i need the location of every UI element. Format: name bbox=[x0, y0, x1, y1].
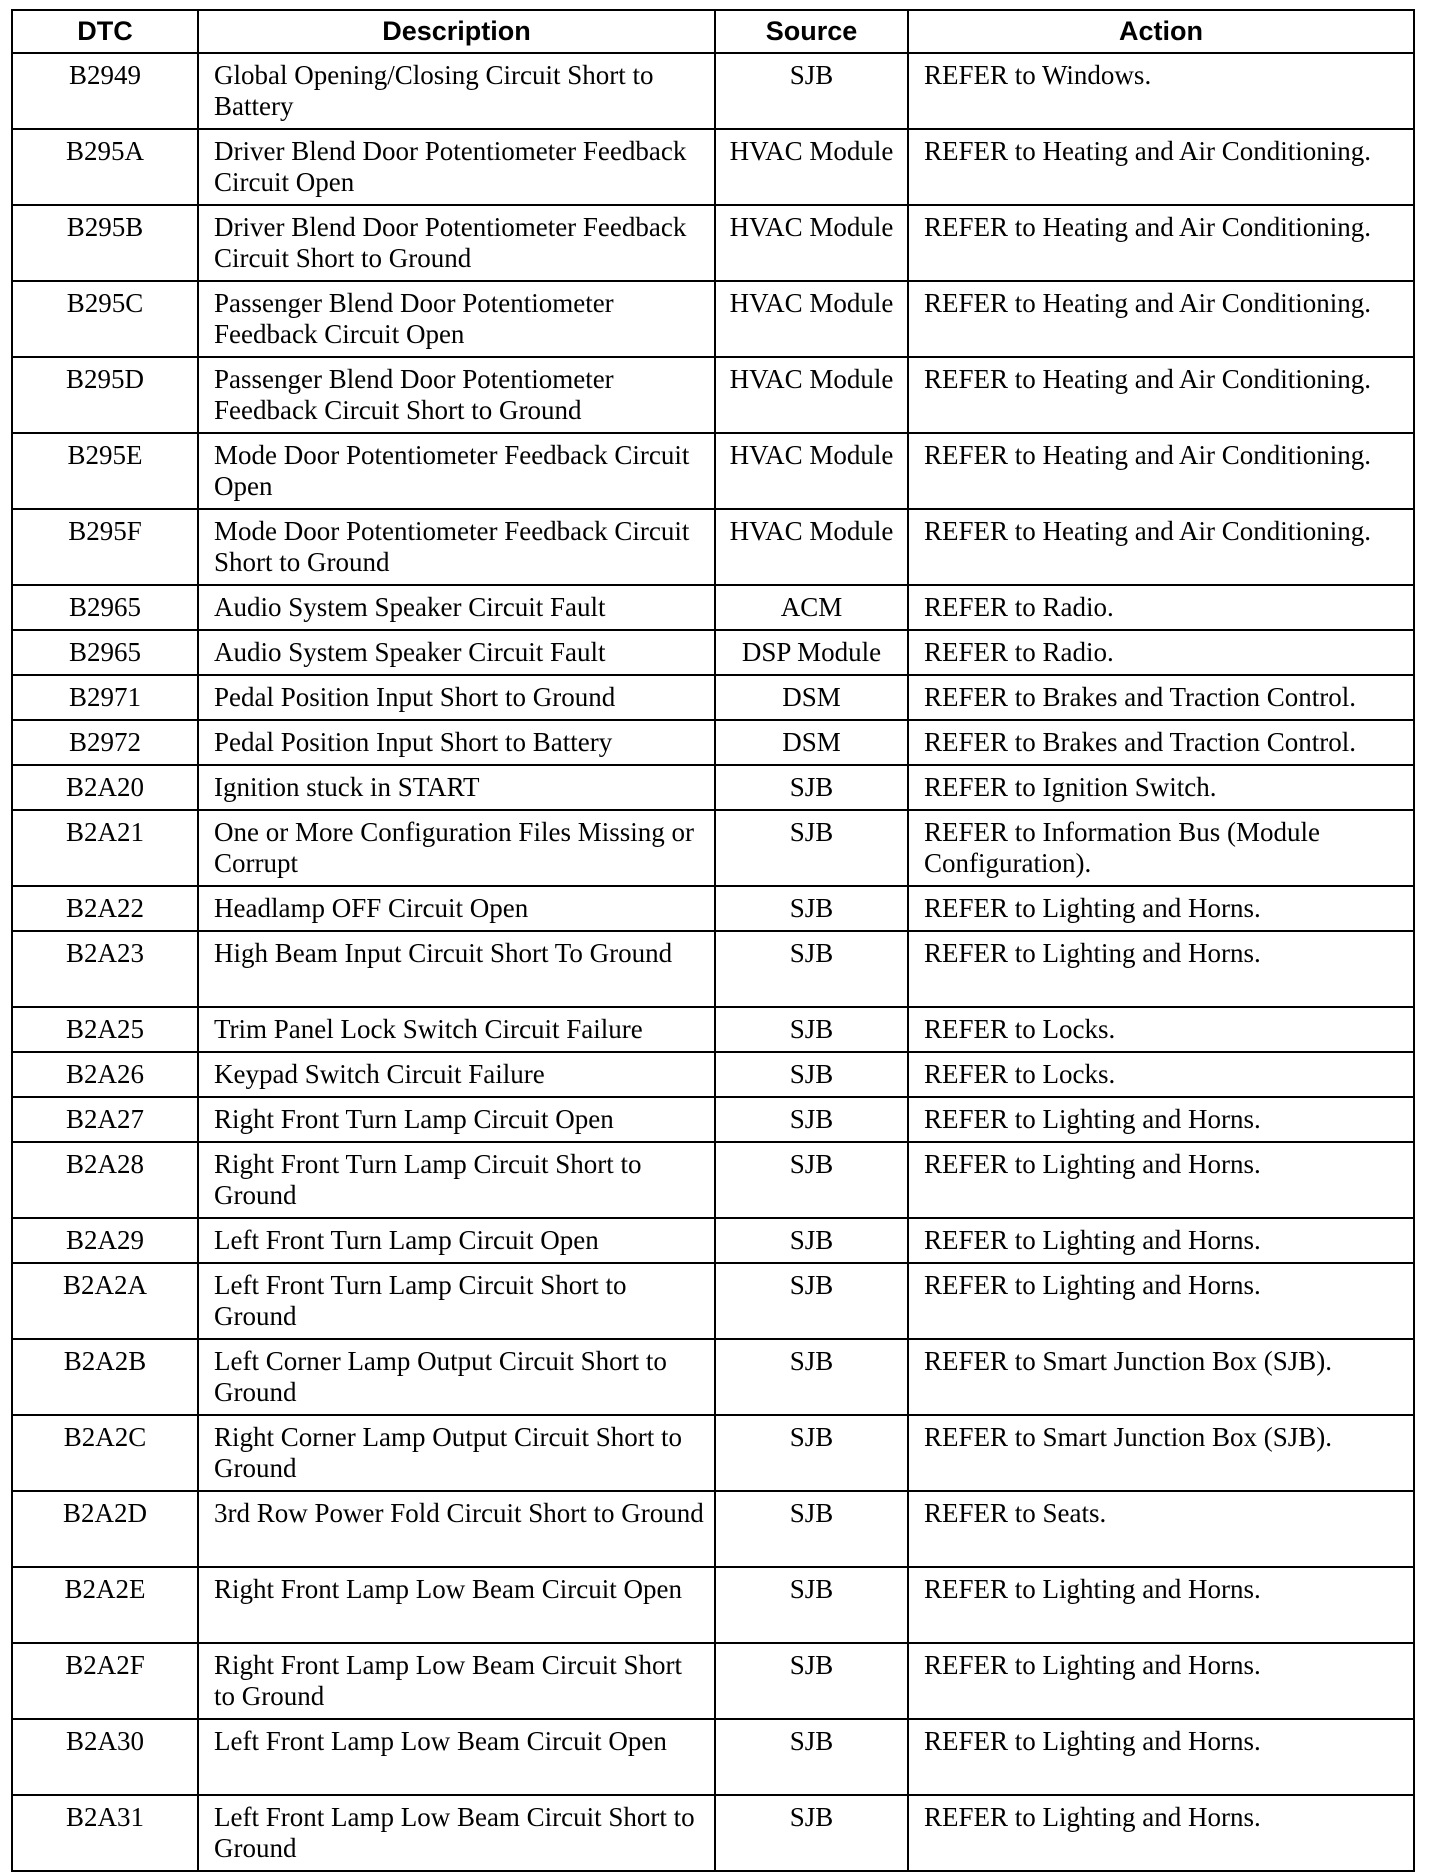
table-row bbox=[12, 1795, 1414, 1871]
cell-description: Mode Door Potentiometer Feedback Circuit Open bbox=[198, 433, 715, 509]
table-row bbox=[12, 1719, 1414, 1795]
cell-source: SJB bbox=[715, 1719, 908, 1795]
cell-action: REFER to Radio. bbox=[908, 585, 1414, 630]
cell-action: REFER to Locks. bbox=[908, 1007, 1414, 1052]
cell-source: HVAC Module bbox=[715, 433, 908, 509]
cell-action: REFER to Lighting and Horns. bbox=[908, 1097, 1414, 1142]
table-row bbox=[12, 509, 1414, 585]
cell-dtc: B2A20 bbox=[12, 765, 198, 810]
cell-description: Audio System Speaker Circuit Fault bbox=[198, 585, 715, 630]
table-row bbox=[12, 1491, 1414, 1567]
cell-action: REFER to Seats. bbox=[908, 1491, 1414, 1567]
cell-action: REFER to Heating and Air Conditioning. bbox=[908, 509, 1414, 585]
cell-dtc: B2949 bbox=[12, 53, 198, 129]
cell-source: SJB bbox=[715, 1263, 908, 1339]
cell-description: Right Front Lamp Low Beam Circuit Open bbox=[198, 1567, 715, 1643]
cell-action: REFER to Brakes and Traction Control. bbox=[908, 675, 1414, 720]
header-action: Action bbox=[908, 10, 1414, 53]
cell-description: High Beam Input Circuit Short To Ground bbox=[198, 931, 715, 1007]
cell-description: Mode Door Potentiometer Feedback Circuit Short to Ground bbox=[198, 509, 715, 585]
cell-action: REFER to Heating and Air Conditioning. bbox=[908, 281, 1414, 357]
table-row bbox=[12, 281, 1414, 357]
cell-action: REFER to Lighting and Horns. bbox=[908, 1142, 1414, 1218]
cell-description: Ignition stuck in START bbox=[198, 765, 715, 810]
table-row bbox=[12, 1339, 1414, 1415]
cell-description: Passenger Blend Door Potentiometer Feedback Circuit Open bbox=[198, 281, 715, 357]
cell-source: SJB bbox=[715, 1567, 908, 1643]
cell-description: Left Front Lamp Low Beam Circuit Open bbox=[198, 1719, 715, 1795]
cell-dtc: B2A29 bbox=[12, 1218, 198, 1263]
cell-action: REFER to Heating and Air Conditioning. bbox=[908, 205, 1414, 281]
cell-action: REFER to Lighting and Horns. bbox=[908, 931, 1414, 1007]
cell-description: Headlamp OFF Circuit Open bbox=[198, 886, 715, 931]
table-row bbox=[12, 1567, 1414, 1643]
cell-action: REFER to Smart Junction Box (SJB). bbox=[908, 1339, 1414, 1415]
cell-source: SJB bbox=[715, 810, 908, 886]
cell-source: SJB bbox=[715, 1339, 908, 1415]
table-row bbox=[12, 1007, 1414, 1052]
cell-description: Passenger Blend Door Potentiometer Feedback Circuit Short to Ground bbox=[198, 357, 715, 433]
cell-source: SJB bbox=[715, 931, 908, 1007]
cell-source: SJB bbox=[715, 1218, 908, 1263]
cell-source: HVAC Module bbox=[715, 281, 908, 357]
cell-dtc: B2A27 bbox=[12, 1097, 198, 1142]
cell-dtc: B2A2C bbox=[12, 1415, 198, 1491]
table-row bbox=[12, 129, 1414, 205]
table-row bbox=[12, 630, 1414, 675]
cell-dtc: B2A30 bbox=[12, 1719, 198, 1795]
cell-action: REFER to Lighting and Horns. bbox=[908, 886, 1414, 931]
cell-source: DSP Module bbox=[715, 630, 908, 675]
cell-dtc: B295C bbox=[12, 281, 198, 357]
cell-dtc: B2A2A bbox=[12, 1263, 198, 1339]
cell-dtc: B2972 bbox=[12, 720, 198, 765]
table-row bbox=[12, 675, 1414, 720]
cell-description: Right Front Turn Lamp Circuit Short to Ground bbox=[198, 1142, 715, 1218]
cell-source: DSM bbox=[715, 720, 908, 765]
cell-description: Left Front Turn Lamp Circuit Short to Ground bbox=[198, 1263, 715, 1339]
table-row bbox=[12, 765, 1414, 810]
cell-dtc: B295E bbox=[12, 433, 198, 509]
cell-action: REFER to Heating and Air Conditioning. bbox=[908, 433, 1414, 509]
cell-description: Left Corner Lamp Output Circuit Short to Ground bbox=[198, 1339, 715, 1415]
cell-source: ACM bbox=[715, 585, 908, 630]
cell-dtc: B2A25 bbox=[12, 1007, 198, 1052]
table-row bbox=[12, 1052, 1414, 1097]
cell-description: Left Front Turn Lamp Circuit Open bbox=[198, 1218, 715, 1263]
cell-action: REFER to Ignition Switch. bbox=[908, 765, 1414, 810]
header-description: Description bbox=[198, 10, 715, 53]
cell-source: SJB bbox=[715, 765, 908, 810]
cell-source: HVAC Module bbox=[715, 205, 908, 281]
cell-source: HVAC Module bbox=[715, 509, 908, 585]
cell-source: DSM bbox=[715, 675, 908, 720]
table-row bbox=[12, 53, 1414, 129]
table-row bbox=[12, 357, 1414, 433]
cell-action: REFER to Brakes and Traction Control. bbox=[908, 720, 1414, 765]
table-row bbox=[12, 1142, 1414, 1218]
cell-action: REFER to Lighting and Horns. bbox=[908, 1719, 1414, 1795]
table-row bbox=[12, 585, 1414, 630]
cell-dtc: B2965 bbox=[12, 630, 198, 675]
cell-dtc: B2A21 bbox=[12, 810, 198, 886]
table-row bbox=[12, 1643, 1414, 1719]
cell-source: SJB bbox=[715, 1142, 908, 1218]
header-source: Source bbox=[715, 10, 908, 53]
cell-action: REFER to Lighting and Horns. bbox=[908, 1263, 1414, 1339]
cell-action: REFER to Locks. bbox=[908, 1052, 1414, 1097]
cell-description: Left Front Lamp Low Beam Circuit Short to Ground bbox=[198, 1795, 715, 1871]
cell-action: REFER to Heating and Air Conditioning. bbox=[908, 357, 1414, 433]
table-row bbox=[12, 433, 1414, 509]
cell-dtc: B295A bbox=[12, 129, 198, 205]
cell-dtc: B2971 bbox=[12, 675, 198, 720]
cell-description: Right Front Turn Lamp Circuit Open bbox=[198, 1097, 715, 1142]
cell-description: Driver Blend Door Potentiometer Feedback Circuit Short to Ground bbox=[198, 205, 715, 281]
cell-dtc: B2A2E bbox=[12, 1567, 198, 1643]
dtc-table bbox=[11, 9, 1415, 1872]
table-row bbox=[12, 931, 1414, 1007]
cell-dtc: B295F bbox=[12, 509, 198, 585]
cell-source: SJB bbox=[715, 1491, 908, 1567]
cell-action: REFER to Smart Junction Box (SJB). bbox=[908, 1415, 1414, 1491]
cell-dtc: B2A28 bbox=[12, 1142, 198, 1218]
cell-source: SJB bbox=[715, 1097, 908, 1142]
cell-action: REFER to Lighting and Horns. bbox=[908, 1218, 1414, 1263]
cell-description: Keypad Switch Circuit Failure bbox=[198, 1052, 715, 1097]
cell-dtc: B2A23 bbox=[12, 931, 198, 1007]
cell-dtc: B2965 bbox=[12, 585, 198, 630]
table-row bbox=[12, 886, 1414, 931]
cell-source: SJB bbox=[715, 1795, 908, 1871]
cell-dtc: B2A31 bbox=[12, 1795, 198, 1871]
cell-dtc: B2A22 bbox=[12, 886, 198, 931]
cell-dtc: B2A2B bbox=[12, 1339, 198, 1415]
cell-description: Driver Blend Door Potentiometer Feedback Circuit Open bbox=[198, 129, 715, 205]
cell-action: REFER to Heating and Air Conditioning. bbox=[908, 129, 1414, 205]
cell-source: HVAC Module bbox=[715, 357, 908, 433]
cell-description: Right Corner Lamp Output Circuit Short to Ground bbox=[198, 1415, 715, 1491]
cell-action: REFER to Radio. bbox=[908, 630, 1414, 675]
cell-action: REFER to Lighting and Horns. bbox=[908, 1643, 1414, 1719]
cell-action: REFER to Lighting and Horns. bbox=[908, 1795, 1414, 1871]
table-row bbox=[12, 205, 1414, 281]
cell-source: SJB bbox=[715, 1052, 908, 1097]
table-row bbox=[12, 1218, 1414, 1263]
cell-source: SJB bbox=[715, 53, 908, 129]
cell-action: REFER to Lighting and Horns. bbox=[908, 1567, 1414, 1643]
table-row bbox=[12, 810, 1414, 886]
cell-description: Right Front Lamp Low Beam Circuit Short to Ground bbox=[198, 1643, 715, 1719]
cell-source: SJB bbox=[715, 1415, 908, 1491]
cell-source: SJB bbox=[715, 886, 908, 931]
cell-dtc: B2A2D bbox=[12, 1491, 198, 1567]
cell-source: HVAC Module bbox=[715, 129, 908, 205]
cell-description: One or More Configuration Files Missing or Corrupt bbox=[198, 810, 715, 886]
cell-description: Global Opening/Closing Circuit Short to Battery bbox=[198, 53, 715, 129]
cell-dtc: B295D bbox=[12, 357, 198, 433]
cell-description: 3rd Row Power Fold Circuit Short to Ground bbox=[198, 1491, 715, 1567]
cell-description: Pedal Position Input Short to Ground bbox=[198, 675, 715, 720]
table-row bbox=[12, 1097, 1414, 1142]
cell-dtc: B295B bbox=[12, 205, 198, 281]
table-row bbox=[12, 1415, 1414, 1491]
table-header-row bbox=[12, 10, 1414, 53]
cell-description: Audio System Speaker Circuit Fault bbox=[198, 630, 715, 675]
cell-description: Pedal Position Input Short to Battery bbox=[198, 720, 715, 765]
cell-action: REFER to Information Bus (Module Configuration). bbox=[908, 810, 1414, 886]
cell-action: REFER to Windows. bbox=[908, 53, 1414, 129]
header-dtc: DTC bbox=[12, 10, 198, 53]
cell-description: Trim Panel Lock Switch Circuit Failure bbox=[198, 1007, 715, 1052]
cell-dtc: B2A2F bbox=[12, 1643, 198, 1719]
table-row bbox=[12, 1263, 1414, 1339]
cell-source: SJB bbox=[715, 1643, 908, 1719]
table-row bbox=[12, 720, 1414, 765]
cell-source: SJB bbox=[715, 1007, 908, 1052]
cell-dtc: B2A26 bbox=[12, 1052, 198, 1097]
